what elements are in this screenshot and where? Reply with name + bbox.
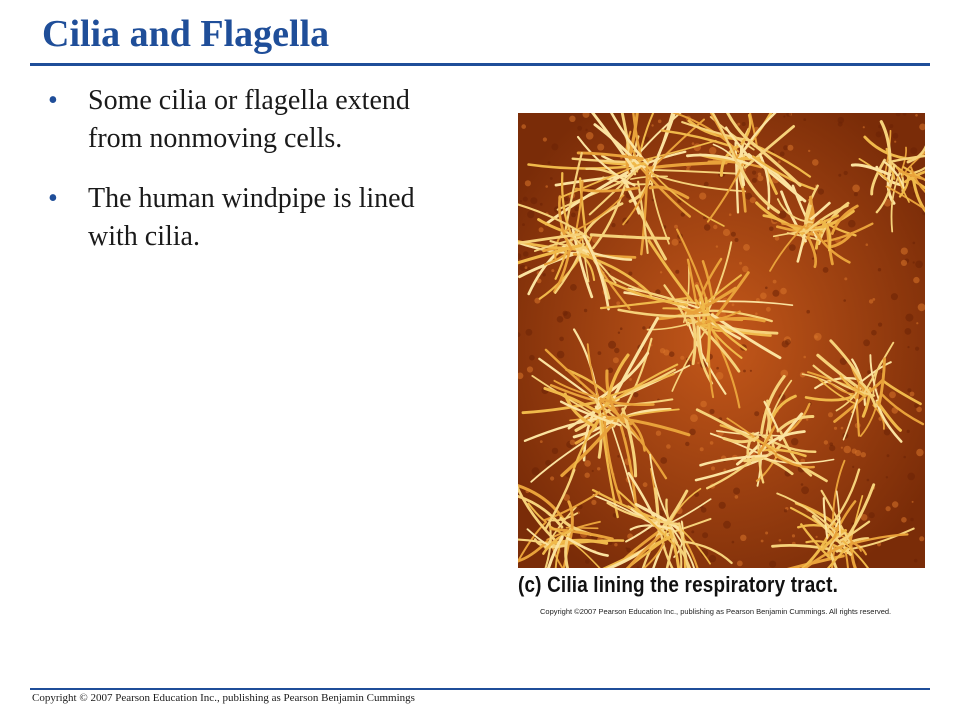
figure-copyright: Copyright ©2007 Pearson Education Inc., publishing as Pearson Benjamin Cummings. All rights reserved. bbox=[540, 607, 892, 616]
footer-copyright: Copyright © 2007 Pearson Education Inc., publishing as Pearson Benjamin Cummings bbox=[32, 692, 415, 704]
figure-caption: (c) Cilia lining the respiratory tract. bbox=[518, 572, 839, 597]
title-divider bbox=[30, 63, 930, 66]
footer-divider bbox=[30, 688, 930, 690]
bullet-list bbox=[48, 82, 448, 278]
bullet-text: Some cilia or flagella extend from nonmoving cells. bbox=[88, 85, 410, 154]
bullet-marker: • bbox=[48, 183, 58, 214]
micrograph-illustration bbox=[518, 113, 925, 568]
slide-title: Cilia and Flagella bbox=[42, 13, 330, 55]
bullet-item bbox=[48, 180, 448, 256]
bullet-text: The human windpipe is lined with cilia. bbox=[88, 183, 415, 252]
bullet-item bbox=[48, 82, 448, 158]
cilia-micrograph-image bbox=[518, 113, 925, 568]
bullet-marker: • bbox=[48, 85, 58, 116]
